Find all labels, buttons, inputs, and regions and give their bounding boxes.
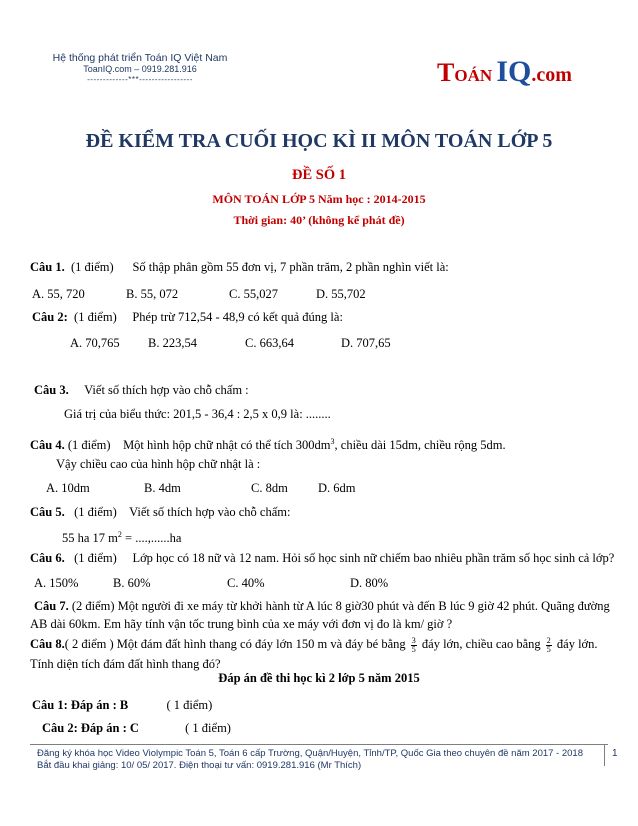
question-1	[30, 260, 449, 275]
question-text: Phép trừ 712,54 - 48,9 có kết quả đúng là:	[132, 310, 343, 324]
question-label: Câu 4.	[30, 438, 65, 453]
question-8	[30, 634, 610, 674]
question-text: (2 điểm) Một người đi xe máy từ khởi hành từ A lúc 8 giờ30 phút và đến B lúc 9 giờ 42 phút. Quãng đường AB dài 60km. Em hãy tính vận tốc trung bình của xe máy với đơn vị đo là km/ giờ ?	[30, 599, 610, 631]
footer-line-2: Bắt đầu khai giảng: 10/ 05/ 2017. Điện thoại tư vấn: 0919.281.916 (Mr Thích)	[37, 760, 362, 771]
q5-conversion: 55 ha 17 $m^2 = ....,......ha$	[62, 530, 182, 546]
question-label: Câu 1.	[30, 260, 65, 274]
answers-title: Đáp án đề thi học kì 2 lớp 5 năm 2015	[218, 671, 420, 685]
question-label: Câu 5.	[30, 505, 65, 519]
question-5	[30, 505, 290, 520]
q1-option-d: D. 55,702	[316, 287, 366, 301]
fraction-three-fifths: $\frac{3}{5}$	[411, 635, 416, 654]
question-text: Lớp học có 18 nữ và 12 nam. Hỏi số học sinh nữ chiếm bao nhiêu phần trăm số học sinh cả lớp?	[132, 551, 615, 565]
question-text-end: đáy lớn. Tính diện tích đám đất hình thang đó?	[30, 637, 598, 671]
question-text-cont: , chiều dài 15dm, chiều rộng 5dm.	[334, 438, 506, 453]
answer-points: ( 1 điểm)	[185, 721, 231, 735]
q6-option-c: C. 40%	[227, 576, 265, 590]
org-name: Hệ thống phát triển Toán IQ Việt Nam	[52, 52, 228, 64]
exam-time: Thời gian: 40’ (không kể phát đề)	[233, 213, 405, 227]
question-label: Câu 3.	[34, 383, 69, 397]
q6-option-b: B. 60%	[113, 576, 151, 590]
q2-option-a: A. 70,765	[70, 336, 120, 350]
q4-option-a: A. 10dm	[46, 481, 90, 495]
answer-1	[32, 698, 212, 713]
question-text: ( 2 điểm ) Một đám đất hình thang có đáy lớn 150 m và đáy bé bằng	[64, 637, 406, 651]
q4-followup: Vậy chiều cao của hình hộp chữ nhật là :	[56, 457, 261, 471]
q2-option-c: C. 663,64	[245, 336, 294, 350]
answer-label: Câu 2: Đáp án : C	[42, 721, 139, 735]
question-2	[32, 310, 343, 325]
exam-title: ĐỀ KIỂM TRA CUỐI HỌC KÌ II MÔN TOÁN LỚP 5	[85, 130, 553, 152]
fraction-two-fifths: $\frac{2}{5}$	[546, 635, 551, 654]
question-label: Câu 6.	[30, 551, 65, 565]
q4-option-c: C. 8dm	[251, 481, 288, 495]
q1-option-b: B. 55, 072	[126, 287, 179, 301]
question-6	[30, 551, 614, 566]
superscript: 3	[330, 437, 335, 446]
exam-number: ĐỀ SỐ 1	[292, 167, 346, 183]
question-label: Câu 8.	[30, 637, 65, 651]
org-contact: ToanIQ.com – 0919.281.916	[83, 64, 197, 74]
question-points: (1 điểm)	[70, 260, 114, 274]
q3-expression: Giá trị của biểu thức: 201,5 - 36,4 : 2,5 x 0,9 là: ........	[64, 407, 331, 421]
q6-option-a: A. 150%	[34, 576, 79, 590]
org-divider: -------------***-----------------	[87, 75, 193, 84]
page-number: 1	[612, 748, 618, 759]
question-text-cont: đáy lớn, chiều cao bằng	[421, 637, 541, 651]
question-3	[34, 383, 249, 398]
question-text: Viết số thích hợp vào chỗ chấm:	[129, 505, 291, 519]
question-4	[30, 434, 506, 453]
superscript: 2	[117, 530, 122, 539]
q4-option-d: D. 6dm	[318, 481, 356, 495]
question-label: Câu 2:	[32, 310, 68, 324]
page-number-divider	[604, 744, 605, 766]
q1-option-a: A. 55, 720	[32, 287, 85, 301]
question-points: (1 điểm)	[74, 310, 117, 324]
question-text: Viết số thích hợp vào chỗ chấm :	[84, 383, 249, 397]
q1-option-c: C. 55,027	[229, 287, 278, 301]
answer-points: ( 1 điểm)	[166, 698, 213, 712]
question-text: Một hình hộp chữ nhật có thể tích 300dm	[123, 438, 331, 453]
toaniq-logo: TOÁN IQ.com	[437, 55, 572, 88]
q4-option-b: B. 4dm	[144, 481, 181, 495]
subject-year: MÔN TOÁN LỚP 5 Năm học : 2014-2015	[212, 192, 426, 206]
header-org-block	[40, 52, 240, 85]
question-points: (1 điểm)	[74, 505, 117, 519]
footer-divider	[30, 744, 608, 745]
answer-2	[42, 721, 231, 736]
question-7	[30, 597, 610, 633]
q6-option-d: D. 80%	[350, 576, 389, 590]
question-label: Câu 7.	[34, 599, 69, 613]
footer-text	[37, 748, 597, 772]
answer-label: Câu 1: Đáp án : B	[32, 698, 129, 712]
question-text: Số thập phân gồm 55 đơn vị, 7 phần trăm, 2 phần nghìn viết là:	[132, 260, 449, 274]
q2-option-b: B. 223,54	[148, 336, 197, 350]
footer-line-1: Đăng ký khóa học Video Violympic Toán 5, Toán 6 cấp Trường, Quận/Huyện, Tỉnh/TP, Quốc Gia theo chuyên đề năm 2017 - 2018	[37, 748, 583, 759]
question-points: (1 điểm)	[67, 438, 111, 453]
q2-option-d: D. 707,65	[341, 336, 391, 350]
question-points: (1 điểm)	[74, 551, 117, 565]
